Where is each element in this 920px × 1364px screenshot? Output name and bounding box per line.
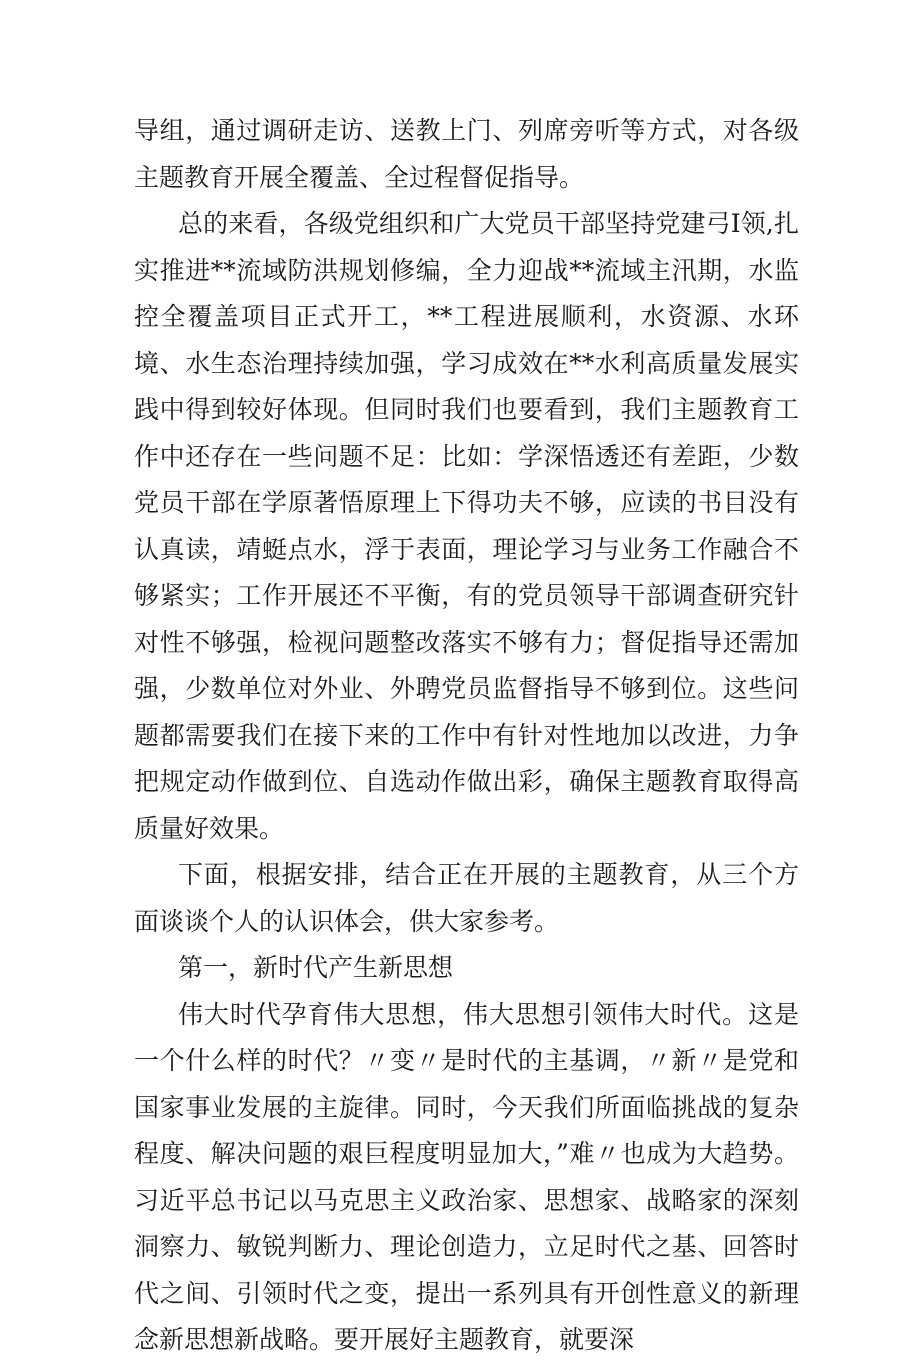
document-body [134,108,799,1364]
paragraph-section-body: 伟大时代孕育伟大思想，伟大思想引领伟大时代。这是一个什么样的时代？〃变〃是时代的主基调，〃新〃是党和国家事业发展的主旋律。同时，今天我们所面临挑战的复杂程度、解决问题的艰巨程度明显加大，”难〃也成为大趋势。习近平总书记以马克思主义政治家、思想家、战略家的深刻洞察力、敏锐判断力、理论创造力，立足时代之基、回答时代之间、引领时代之变，提出一系列具有开创性意义的新理念新思想新战略。要开展好主题教育，就要深 [134,999,799,1354]
paragraph-summary: 总的来看，各级党组织和广大党员干部坚持党建弓I领,扎实推进**流域防洪规划修编，全力迎战**流域主汛期，水监控全覆盖项目正式开工，**工程进展顺利，水资源、水环境、水生态治理持续加强，学习成效在**水利高质量发展实践中得到较好体现。但同时我们也要看到，我们主题教育工作中还存在一些问题不足：比如：学深悟透还有差距，少数党员干部在学原著悟原理上下得功夫不够，应读的书目没有认真读，靖蜓点水，浮于表面，理论学习与业务工作融合不够紧实；工作开展还不平衡，有的党员领导干部调查研究针对性不够强，检视问题整改落实不够有力；督促指导还需加强，少数单位对外业、外聘党员监督指导不够到位。这些问题都需要我们在接下来的工作中有针对性地加以改进，力争把规定动作做到位、自选动作做出彩，确保主题教育取得高质量好效果。 [134,209,799,843]
paragraph-intro: 下面，根据安排，结合正在开展的主题教育，从三个方面谈谈个人的认识体会，供大家参考。 [134,860,799,936]
section-heading-first: 第一，新时代产生新思想 [178,953,454,982]
paragraph-continuation: 导组，通过调研走访、送教上门、列席旁听等方式，对各级主题教育开展全覆盖、全过程督促指导。 [134,116,799,192]
